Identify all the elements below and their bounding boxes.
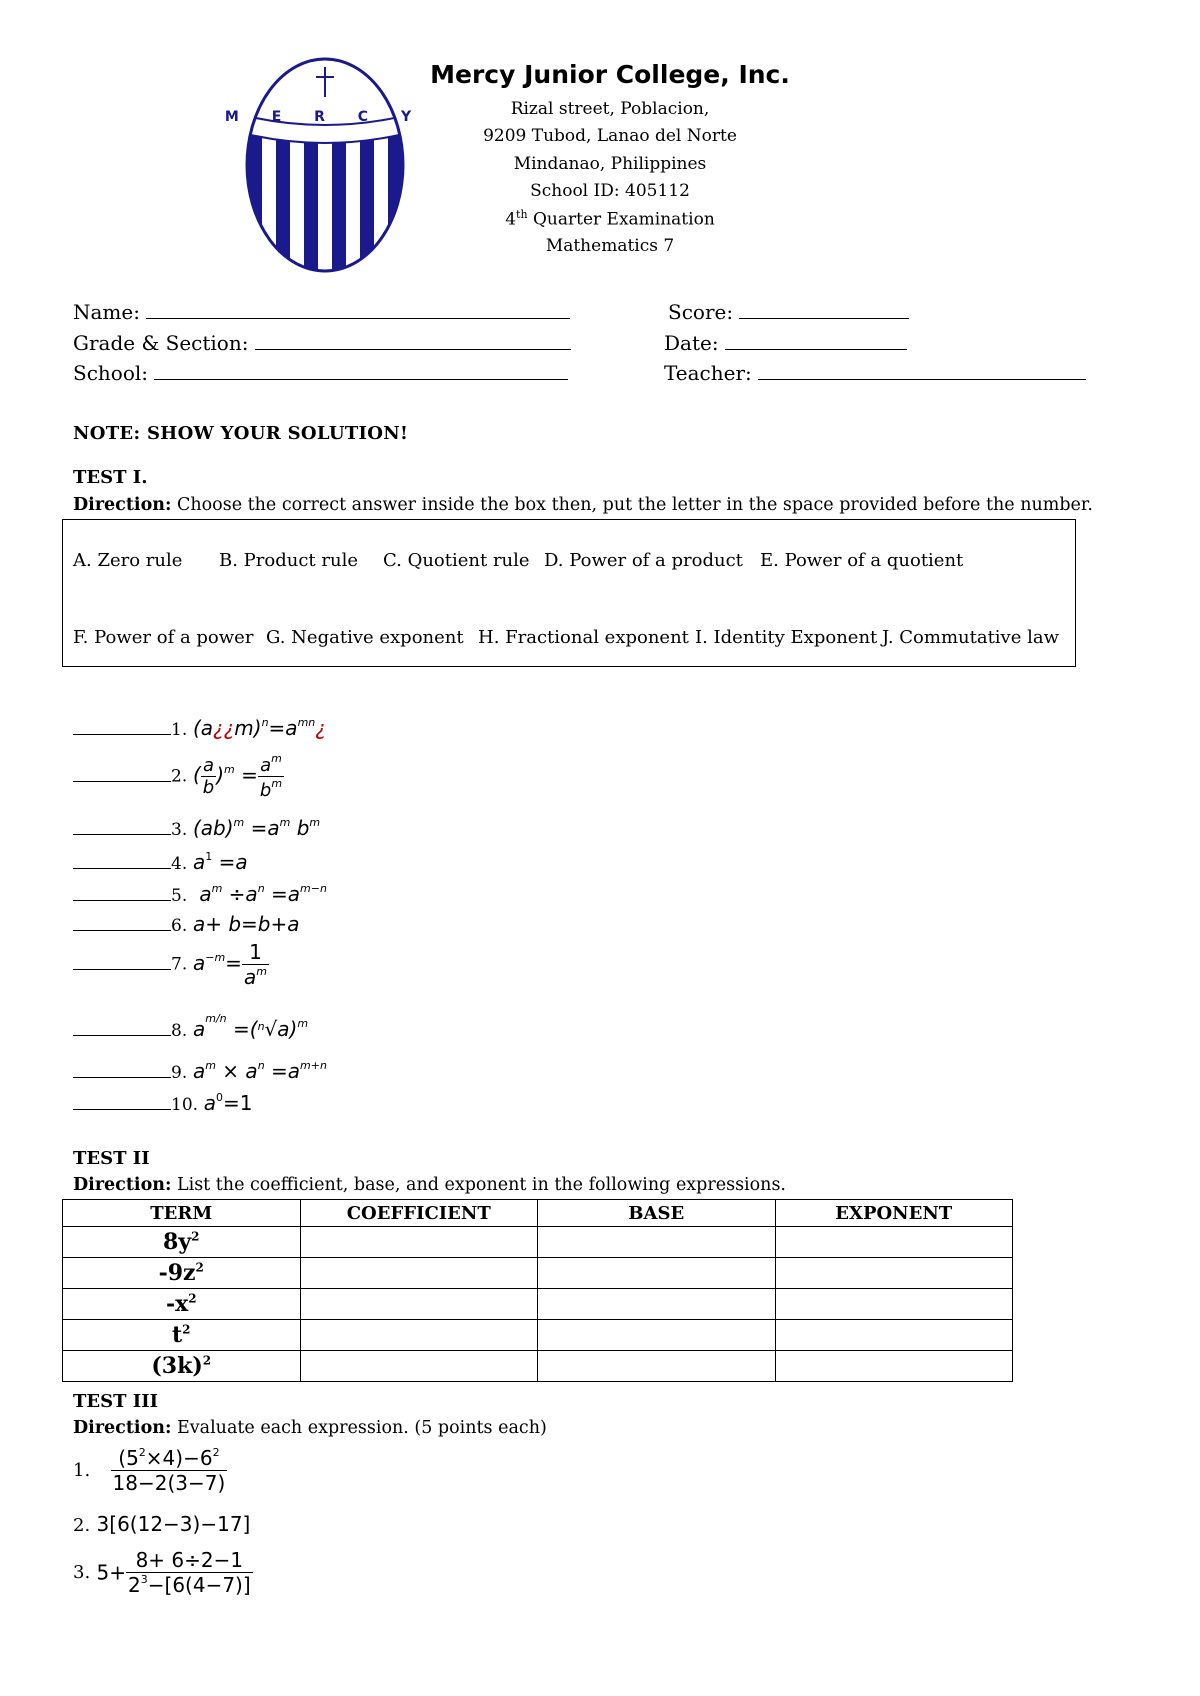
test2-direction: Direction: List the coefficient, base, and exponent in the following expressions. xyxy=(73,1175,786,1195)
test2-heading: TEST II xyxy=(73,1148,150,1169)
address-line-1: Rizal street, Poblacion, xyxy=(510,99,710,119)
exponent-cell[interactable] xyxy=(775,1258,1013,1289)
name-line[interactable] xyxy=(146,300,570,319)
school-logo xyxy=(224,55,426,275)
school-name: Mercy Junior College, Inc. xyxy=(430,60,790,89)
teacher-field[interactable]: Teacher: xyxy=(664,361,1086,385)
address-line-2: 9209 Tubod, Lanao del Norte xyxy=(483,126,737,146)
table-header-row xyxy=(63,1200,1013,1227)
test3-heading: TEST III xyxy=(73,1391,159,1412)
grade-section-field[interactable]: Grade & Section: xyxy=(73,331,571,355)
col-base: BASE xyxy=(538,1200,776,1227)
choice-g: G. Negative exponent xyxy=(266,627,464,648)
answer-blank-3[interactable] xyxy=(73,818,171,835)
question-3: 3. $(ab)^m =a^m$ $b^m$ xyxy=(73,816,320,842)
answer-blank-10[interactable] xyxy=(73,1093,171,1110)
col-term: TERM xyxy=(63,1200,301,1227)
question-6: 6. a+ b=b+a xyxy=(73,912,300,938)
table-row xyxy=(63,1351,1013,1382)
answer-blank-7[interactable] xyxy=(73,953,171,970)
base-cell[interactable] xyxy=(538,1227,776,1258)
choice-h: H. Fractional exponent xyxy=(478,627,689,648)
name-field[interactable]: Name: xyxy=(73,300,570,324)
coefficient-cell[interactable] xyxy=(300,1320,538,1351)
table-row xyxy=(63,1227,1013,1258)
answer-blank-2[interactable] xyxy=(73,765,171,782)
term-cell: $(3k)^2$ xyxy=(63,1351,301,1382)
term-cell: $t^2$ xyxy=(63,1320,301,1351)
table-row xyxy=(63,1289,1013,1320)
test1-direction: Direction: Choose the correct answer inside the box then, put the letter in the space provided before the number. xyxy=(73,495,1093,515)
term-cell: $-9z^2$ xyxy=(63,1258,301,1289)
question-7: 7. $a^{-m}=$ $\frac{1}{a^m}$ xyxy=(73,940,269,996)
base-cell[interactable] xyxy=(538,1351,776,1382)
date-line[interactable] xyxy=(725,331,907,350)
choice-b: B. Product rule xyxy=(219,550,358,571)
answer-blank-6[interactable] xyxy=(73,914,171,931)
evaluate-2: 2. 3[6(12−3)−17] xyxy=(73,1512,251,1536)
choice-j: J. Commutative law xyxy=(882,627,1059,648)
coefficient-cell[interactable] xyxy=(300,1258,538,1289)
choice-a: A. Zero rule xyxy=(73,550,183,571)
choice-e: E. Power of a quotient xyxy=(760,550,964,571)
coefficient-cell[interactable] xyxy=(300,1351,538,1382)
answer-blank-4[interactable] xyxy=(73,852,171,869)
exponent-cell[interactable] xyxy=(775,1227,1013,1258)
question-2: 2. ( $\frac{a}{b}$ )$^m$ = $\frac{a^m}{b^m}$ xyxy=(73,752,284,802)
question-1: 1. $(a¿¿m)^n=a^{mn}¿$ xyxy=(73,716,326,742)
term-cell: $8y^2$ xyxy=(63,1227,301,1258)
base-cell[interactable] xyxy=(538,1258,776,1289)
answer-blank-5[interactable] xyxy=(73,884,171,901)
col-coefficient: COEFFICIENT xyxy=(300,1200,538,1227)
subject: Mathematics 7 xyxy=(545,236,675,256)
choice-d: D. Power of a product xyxy=(544,550,743,571)
choice-c: C. Quotient rule xyxy=(383,550,530,571)
term-cell: $-x^2$ xyxy=(63,1289,301,1320)
answer-blank-8[interactable] xyxy=(73,1019,171,1036)
table-row xyxy=(63,1258,1013,1289)
base-cell[interactable] xyxy=(538,1289,776,1320)
choice-f: F. Power of a power xyxy=(73,627,254,648)
svg-text:M E R C Y: M E R C Y xyxy=(224,109,426,125)
coefficient-cell[interactable] xyxy=(300,1227,538,1258)
question-9: 9. $a^m \times a^n =a^{m+n}$ xyxy=(73,1059,327,1085)
coefficient-cell[interactable] xyxy=(300,1289,538,1320)
exam-title: 4th Quarter Examination xyxy=(505,208,715,230)
answer-blank-1[interactable] xyxy=(73,718,171,735)
exponent-cell[interactable] xyxy=(775,1351,1013,1382)
school-id: School ID: 405112 xyxy=(530,181,690,201)
answer-blank-9[interactable] xyxy=(73,1061,171,1078)
test1-heading: TEST I. xyxy=(73,467,148,488)
question-5: 5. $a^m \div a^n =a^{m-n}$ xyxy=(73,882,327,908)
evaluate-1: 1. $\frac{(5^2\times 4)-6^2}{18-2(3-7)}$ xyxy=(73,1446,226,1495)
base-cell[interactable] xyxy=(538,1320,776,1351)
grade-section-line[interactable] xyxy=(255,331,571,350)
test3-direction: Direction: Evaluate each expression. (5 points each) xyxy=(73,1418,547,1438)
score-line[interactable] xyxy=(739,300,909,319)
exponent-cell[interactable] xyxy=(775,1289,1013,1320)
school-field[interactable]: School: xyxy=(73,361,568,385)
question-4: 4. $a^1 =a$ xyxy=(73,850,248,876)
table-row xyxy=(63,1320,1013,1351)
terms-table xyxy=(62,1199,1013,1382)
address-line-3: Mindanao, Philippines xyxy=(513,154,707,174)
col-exponent: EXPONENT xyxy=(775,1200,1013,1227)
teacher-line[interactable] xyxy=(758,361,1086,380)
choice-i: I. Identity Exponent xyxy=(695,627,878,648)
exponent-cell[interactable] xyxy=(775,1320,1013,1351)
evaluate-3: 3. 5+ $\frac{8+ 6\div 2-1}{2^3-[6(4-7)]}$ xyxy=(73,1548,251,1597)
note-text: NOTE: SHOW YOUR SOLUTION! xyxy=(73,423,409,444)
question-10: 10. $a^0=1$ xyxy=(73,1091,253,1117)
date-field[interactable]: Date: xyxy=(664,331,907,355)
score-field[interactable]: Score: xyxy=(668,300,909,324)
question-8: 8. $a^{m/n} =(^n√a)^m$ xyxy=(73,1012,308,1048)
school-line[interactable] xyxy=(154,361,568,380)
